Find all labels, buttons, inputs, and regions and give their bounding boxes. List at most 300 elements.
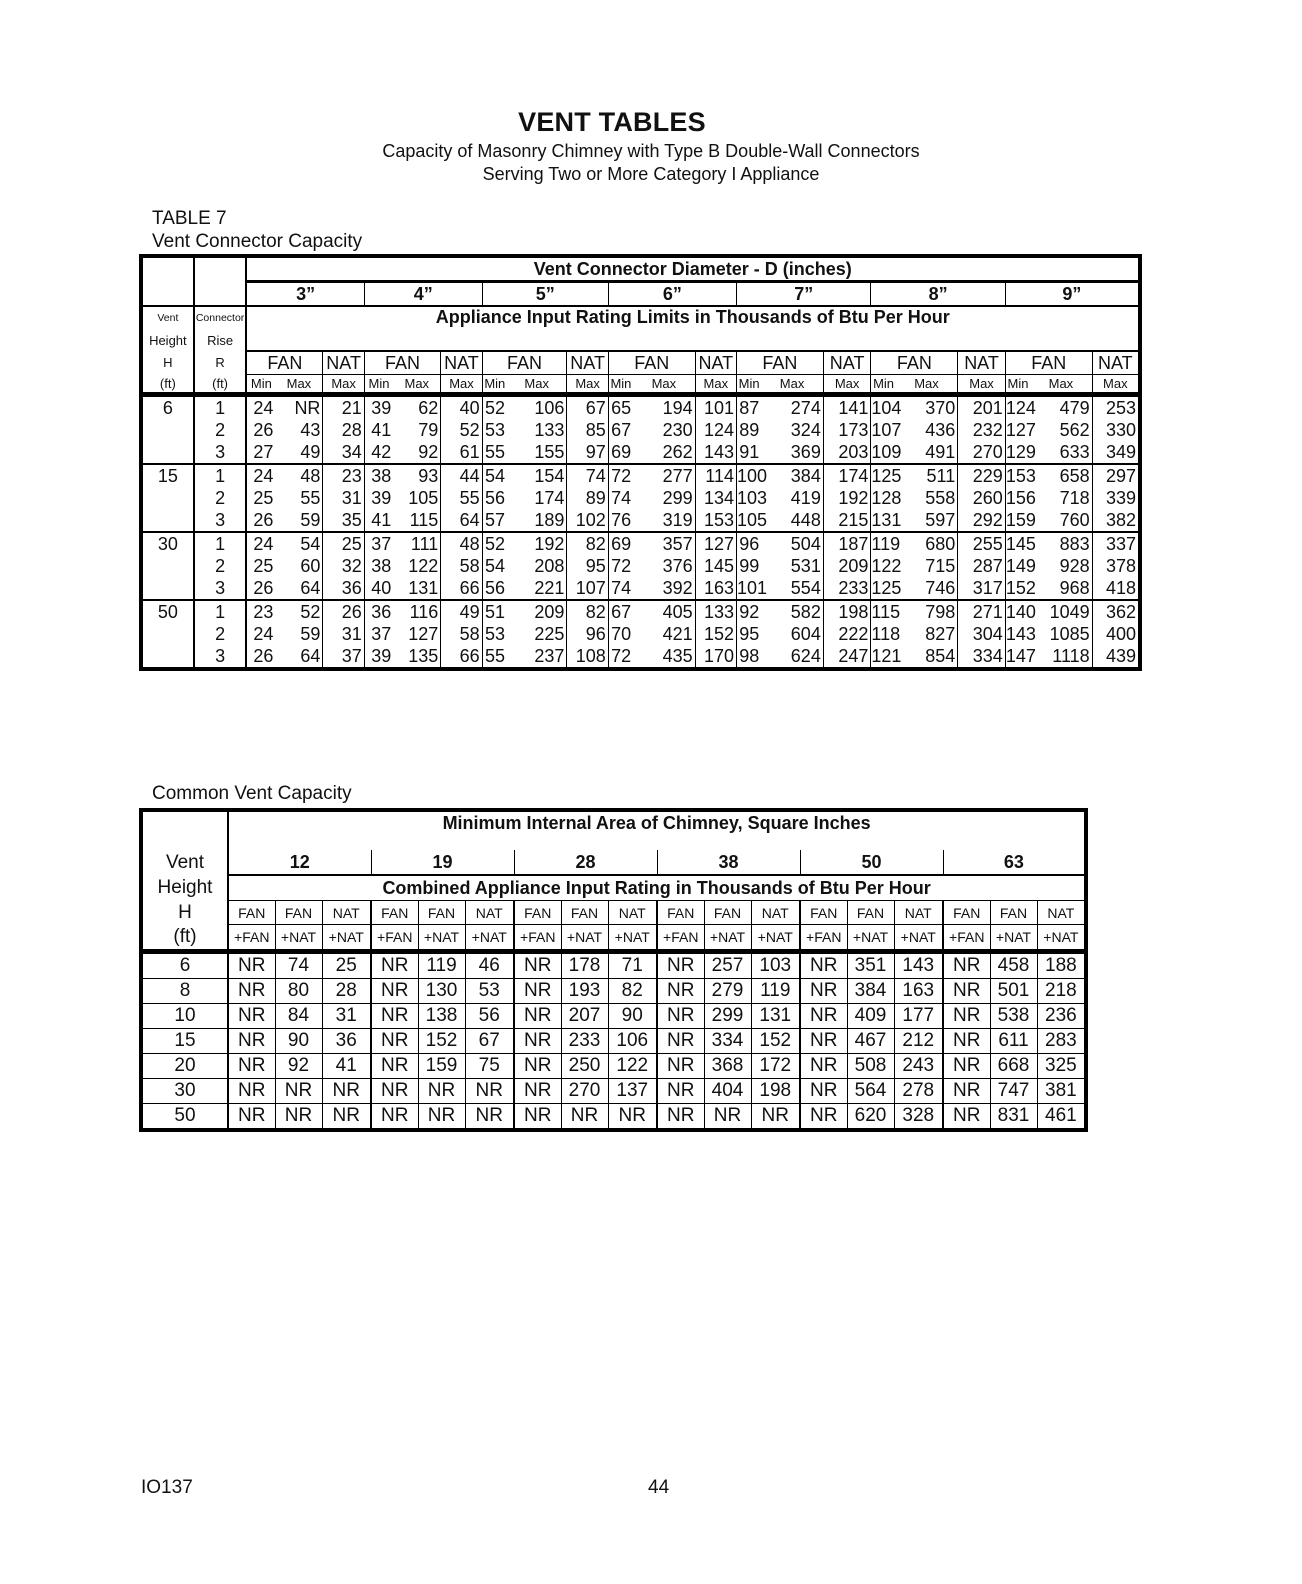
t7-value-cell: 400 [1092, 623, 1140, 645]
cv-data-row [141, 951, 1086, 978]
t7-value-cell: 140 [1005, 601, 1036, 622]
cv-value-cell: 41 [322, 1053, 371, 1078]
t7-value-cell: 127 [1005, 419, 1036, 440]
cv-height-cell: 6 [141, 951, 228, 978]
t7-value-cell: 40 [441, 395, 482, 420]
t7-data-row [141, 487, 1140, 509]
t7-value-cell: 26 [246, 509, 275, 532]
cv-area-label: 12 [289, 851, 310, 872]
t7-nat-max-label: Max [567, 375, 608, 395]
t7-value-cell: 127 [408, 623, 439, 644]
t7-value-cell: 209 [823, 555, 871, 577]
cv-value-cell: 130 [418, 978, 465, 1003]
t7-value-cell: 262 [662, 441, 693, 462]
cv-sub-top-label: NAT [465, 901, 514, 925]
t7-value-cell: 145 [695, 555, 736, 577]
t7-value-cell: 531 [790, 555, 821, 576]
common-vent-caption: Common Vent Capacity [152, 783, 352, 804]
t7-value-cell: 40 [364, 577, 393, 600]
cv-value-cell: 461 [1037, 1103, 1086, 1130]
cv-value-cell: 334 [704, 1028, 751, 1053]
cv-sub-bottom-label: +FAN [371, 925, 418, 952]
t7-value-cell: 128 [871, 487, 902, 508]
t7-min-label: Min [1005, 375, 1030, 395]
t7-value-cell: 97 [567, 441, 608, 464]
t7-nat-label: NAT [1092, 351, 1140, 375]
t7-value-cell: 55 [300, 487, 321, 508]
t7-value-cell: 26 [246, 645, 275, 669]
t7-value-cell: 145 [1005, 533, 1036, 554]
t7-diameter-label: 8” [871, 282, 1005, 307]
t7-value-cell: 189 [534, 509, 565, 530]
t7-value-cell: 116 [393, 600, 441, 623]
t7-value-cell: 439 [1092, 645, 1140, 669]
cv-value-cell: NR [800, 951, 847, 978]
cv-sub-bottom-label: +NAT [751, 925, 800, 952]
cv-sub-bottom-label: +FAN [800, 925, 847, 952]
t7-value-cell: 115 [871, 601, 901, 622]
cv-value-cell: NR [371, 1053, 418, 1078]
t7-corner [141, 256, 194, 282]
t7-value-cell: 93 [393, 464, 441, 487]
t7-value-cell: 118 [871, 623, 901, 644]
t7-min-label: Min [246, 375, 275, 395]
t7-value-cell: 48 [275, 464, 323, 487]
cv-value-cell: NR [465, 1103, 514, 1130]
t7-value-cell: 39 [364, 395, 393, 420]
t7-value-cell: 26 [246, 577, 275, 600]
cv-value-cell: 31 [322, 1003, 371, 1028]
t7-value-cell: 174 [534, 487, 565, 508]
t7-max-label: Max [1030, 375, 1092, 395]
t7-value-cell: 798 [896, 600, 958, 623]
t7-value-cell: 52 [441, 419, 482, 441]
t7-value-cell: 55 [482, 441, 507, 464]
cv-value-cell: 279 [704, 978, 751, 1003]
t7-value-cell: 104 [871, 395, 896, 420]
t7-value-cell: 324 [790, 419, 821, 440]
cv-value-cell: 82 [608, 978, 657, 1003]
cv-sub-top-label: NAT [751, 901, 800, 925]
cv-value-cell: 119 [418, 951, 465, 978]
cv-value-cell: 71 [608, 951, 657, 978]
t7-nat-label: NAT [323, 351, 364, 375]
t7-value-cell: 52 [275, 600, 323, 623]
t7-value-cell: 143 [1005, 623, 1036, 644]
cv-value-cell: 381 [1037, 1078, 1086, 1103]
cv-value-cell: NR [943, 978, 990, 1003]
t7-fan-label: FAN [482, 351, 567, 375]
t7-value-cell: 421 [662, 623, 693, 644]
t7-value-cell: 339 [1092, 487, 1140, 509]
t7-value-cell: 51 [482, 600, 507, 623]
t7-value-cell: 153 [1005, 465, 1036, 486]
t7-data-row [141, 623, 1140, 645]
t7-fan-label: FAN [871, 351, 958, 375]
cv-sub-top-label: FAN [800, 901, 847, 925]
t7-nat-max-label: Max [823, 375, 871, 395]
cv-value-cell: 283 [1037, 1028, 1086, 1053]
footer-doc-id: IO137 [141, 1477, 193, 1498]
cv-value-cell: NR [657, 1053, 704, 1078]
t7-value-cell: 968 [1059, 577, 1090, 598]
cv-value-cell: 236 [1037, 1003, 1086, 1028]
cv-data-row [141, 1078, 1086, 1103]
t7-value-cell: 95 [567, 555, 608, 577]
cv-sub-bottom-label: +FAN [228, 925, 275, 952]
cv-value-cell: 467 [847, 1028, 894, 1053]
t7-ft-label: (ft) [141, 375, 194, 395]
t7-diameter-heading: Vent Connector Diameter - D (inches) [246, 256, 1140, 282]
t7-vent-label: Vent [141, 306, 194, 329]
t7-value-cell: 221 [534, 577, 565, 598]
cv-value-cell: NR [514, 1003, 561, 1028]
t7-rise-cell: 1 [194, 395, 247, 420]
t7-value-cell: 92 [737, 600, 762, 623]
t7-value-cell: 38 [364, 555, 393, 577]
t7-value-cell: 357 [633, 532, 695, 555]
cv-area-label: 38 [657, 850, 800, 875]
cv-sub-bottom-label: +NAT [275, 925, 322, 952]
t7-value-cell: 156 [1005, 487, 1036, 508]
t7-rise-cell: 1 [194, 532, 247, 555]
cv-value-cell: NR [943, 1078, 990, 1103]
t7-value-cell: 170 [695, 645, 736, 669]
t7-value-cell: 24 [246, 623, 275, 645]
t7-diameter-label: 5” [482, 282, 608, 307]
cv-value-cell: 84 [275, 1003, 322, 1028]
t7-value-cell: 174 [823, 464, 871, 487]
cv-value-cell: 178 [561, 951, 608, 978]
cv-data-row [141, 1003, 1086, 1028]
t7-value-cell: 74 [608, 487, 633, 509]
t7-value-cell: 154 [507, 464, 567, 487]
cv-sub-bottom-label: +FAN [657, 925, 704, 952]
cv-value-cell: NR [418, 1103, 465, 1130]
t7-max-label: Max [633, 375, 695, 395]
t7-rating-heading: Appliance Input Rating Limits in Thousands of Btu Per Hour [246, 306, 1140, 351]
cv-height-label: Height [141, 875, 228, 901]
cv-value-cell: 198 [751, 1078, 800, 1103]
subtitle-line-2: Serving Two or More Category I Appliance [482, 164, 820, 184]
t7-value-cell: 98 [737, 645, 762, 669]
cv-sub-top-label: FAN [704, 901, 751, 925]
cv-sub-bottom-label: +FAN [514, 925, 561, 952]
cv-value-cell: NR [800, 1028, 847, 1053]
cv-value-cell: 501 [990, 978, 1037, 1003]
cv-value-cell: NR [418, 1078, 465, 1103]
t7-value-cell: 105 [737, 509, 762, 532]
cv-sub-bottom-label: +NAT [608, 925, 657, 952]
t7-value-cell: 115 [409, 509, 439, 530]
t7-value-cell: 198 [823, 600, 871, 623]
cv-value-cell: NR [228, 951, 275, 978]
cv-value-cell: NR [371, 1078, 418, 1103]
t7-rise-cell: 3 [215, 577, 226, 598]
t7-value-cell: 72 [608, 464, 633, 487]
cv-value-cell: 538 [990, 1003, 1037, 1028]
cv-value-cell: 508 [847, 1053, 894, 1078]
t7-header-row-3 [141, 306, 1140, 329]
t7-value-cell: 1085 [1049, 623, 1090, 644]
t7-value-cell: 72 [608, 645, 633, 669]
cv-data-row [141, 978, 1086, 1003]
cv-value-cell: 56 [465, 1003, 514, 1028]
cv-sub-top-label: FAN [228, 901, 275, 925]
cv-value-cell: 458 [990, 951, 1037, 978]
t7-value-cell: 624 [790, 645, 821, 666]
t7-value-cell: 52 [482, 532, 507, 555]
t7-value-cell: 370 [896, 395, 958, 420]
t7-value-cell: 287 [958, 555, 1006, 577]
t7-value-cell: 330 [1092, 419, 1140, 441]
t7-value-cell: 56 [482, 577, 507, 600]
cv-value-cell: 409 [847, 1003, 894, 1028]
t7-value-cell: 1118 [1052, 645, 1090, 666]
cv-value-cell: NR [228, 1078, 275, 1103]
t7-value-cell: 101 [737, 577, 762, 600]
t7-value-cell: 42 [364, 441, 393, 464]
t7-fan-label: FAN [1005, 351, 1092, 375]
t7-value-cell: 192 [507, 532, 567, 555]
cv-value-cell: 257 [704, 951, 751, 978]
t7-value-cell: 203 [823, 441, 871, 464]
t7-value-cell: 96 [567, 623, 608, 645]
t7-value-cell: 334 [958, 645, 1006, 669]
cv-value-cell: 137 [608, 1078, 657, 1103]
t7-value-cell: 418 [1092, 577, 1140, 600]
cv-data-row [141, 1103, 1086, 1130]
t7-value-cell: 54 [482, 464, 507, 487]
cv-height-cell: 50 [141, 1103, 228, 1130]
t7-value-cell: 133 [695, 600, 736, 623]
cv-value-cell: NR [657, 1003, 704, 1028]
t7-value-cell: 277 [633, 464, 695, 487]
t7-value-cell: 23 [246, 600, 275, 623]
t7-nat-label: NAT [695, 351, 736, 375]
cv-data-row [141, 1053, 1086, 1078]
cv-sub-top-label: NAT [608, 901, 657, 925]
t7-height-cell: 50 [141, 600, 194, 623]
t7-diameter-label: 6” [608, 282, 736, 307]
cv-sub-bottom-label: +NAT [322, 925, 371, 952]
t7-value-cell: 82 [567, 600, 608, 623]
t7-fan-label: FAN [246, 351, 323, 375]
cv-value-cell: NR [322, 1078, 371, 1103]
t7-value-cell: 260 [958, 487, 1006, 509]
t7-header-row-5 [141, 351, 1140, 375]
t7-value-cell: 337 [1092, 532, 1140, 555]
t7-value-cell: 419 [790, 487, 821, 508]
cv-value-cell: 143 [894, 951, 943, 978]
t7-value-cell: 122 [871, 555, 902, 576]
cv-value-cell: 620 [847, 1103, 894, 1130]
t7-nat-label: NAT [567, 351, 608, 375]
t7-h-label: H [141, 351, 194, 375]
t7-value-cell: 124 [695, 419, 736, 441]
cv-value-cell: 831 [990, 1103, 1037, 1130]
cv-value-cell: 159 [418, 1053, 465, 1078]
t7-value-cell: 27 [246, 441, 275, 464]
t7-value-cell: 827 [925, 623, 956, 644]
cv-value-cell: 74 [275, 951, 322, 978]
cv-value-cell: NR [657, 1078, 704, 1103]
t7-value-cell: 435 [662, 645, 693, 666]
t7-value-cell: 38 [364, 464, 393, 487]
t7-blank [141, 282, 194, 307]
t7-value-cell: 39 [364, 487, 393, 509]
t7-data-row [141, 555, 1140, 577]
t7-value-cell: 25 [246, 555, 275, 577]
cv-sub-bottom-label: +NAT [1037, 925, 1086, 952]
cv-value-cell: 106 [608, 1028, 657, 1053]
t7-value-cell: 108 [567, 645, 608, 669]
cv-area-heading: Minimum Internal Area of Chimney, Square Inches [442, 813, 871, 833]
t7-value-cell: 392 [662, 577, 693, 598]
t7-value-cell: 149 [1005, 555, 1036, 576]
t7-value-cell: 229 [958, 464, 1006, 487]
t7-max-label: Max [275, 375, 323, 395]
cv-value-cell: NR [751, 1103, 800, 1130]
t7-value-cell: 57 [482, 509, 507, 532]
t7-nat-max-label: Max [1092, 375, 1140, 395]
t7-value-cell: 201 [958, 395, 1006, 420]
cv-value-cell: 233 [561, 1028, 608, 1053]
t7-value-cell: 152 [695, 623, 736, 645]
t7-value-cell: 109 [871, 441, 896, 464]
t7-value-cell: 106 [507, 395, 567, 420]
t7-height-cell [141, 441, 194, 464]
cv-header-spacer [141, 842, 1086, 850]
t7-nat-max-label: Max [323, 375, 364, 395]
t7-height-cell [141, 645, 194, 669]
t7-value-cell: 60 [300, 555, 321, 576]
t7-value-cell: 67 [608, 600, 633, 623]
t7-value-cell: 54 [482, 555, 507, 577]
t7-value-cell: 715 [925, 555, 956, 576]
t7-rise-cell: 3 [215, 509, 226, 530]
t7-rise-cell: 2 [215, 623, 226, 644]
cv-rating-heading: Combined Appliance Input Rating in Thousands of Btu Per Hour [228, 875, 1086, 901]
t7-height-label: Height [141, 329, 194, 351]
t7-value-cell: 76 [608, 509, 633, 532]
t7-nat-label: NAT [441, 351, 482, 375]
cv-value-cell: 299 [704, 1003, 751, 1028]
footer-page-number: 44 [648, 1477, 670, 1498]
cv-value-cell: NR [371, 1028, 418, 1053]
table7-caption: Vent Connector Capacity [152, 231, 363, 252]
cv-value-cell: 270 [561, 1078, 608, 1103]
t7-value-cell: 21 [323, 395, 364, 420]
t7-value-cell: 192 [823, 487, 871, 509]
t7-value-cell: 54 [275, 532, 323, 555]
t7-value-cell: 107 [871, 419, 902, 440]
cv-value-cell: 119 [751, 978, 800, 1003]
t7-value-cell: 376 [662, 555, 693, 576]
t7-min-label: Min [482, 375, 507, 395]
cv-value-cell: NR [943, 951, 990, 978]
t7-data-row [141, 509, 1140, 532]
t7-data-row [141, 419, 1140, 441]
t7-value-cell: 153 [695, 509, 736, 532]
cv-value-cell: 53 [465, 978, 514, 1003]
t7-value-cell: 65 [608, 395, 633, 420]
t7-value-cell: 746 [925, 577, 956, 598]
t7-value-cell: 292 [958, 509, 1006, 532]
cv-value-cell: NR [657, 951, 704, 978]
t7-header-row-6 [141, 375, 1140, 395]
t7-value-cell: 53 [482, 623, 507, 645]
t7-min-label: Min [737, 375, 762, 395]
t7-value-cell: 85 [567, 419, 608, 441]
t7-height-cell [141, 623, 194, 645]
t7-value-cell: 79 [418, 419, 439, 440]
t7-ft-label-2: (ft) [212, 375, 229, 391]
cv-value-cell: NR [228, 1003, 275, 1028]
t7-value-cell: 152 [1005, 577, 1030, 600]
t7-value-cell: 270 [958, 441, 1006, 464]
t7-value-cell: 597 [925, 509, 956, 530]
cv-value-cell: 212 [894, 1028, 943, 1053]
t7-value-cell: 102 [567, 509, 608, 532]
cv-sub-top-label: NAT [894, 901, 943, 925]
t7-value-cell: 297 [1092, 464, 1140, 487]
t7-value-cell: 61 [441, 441, 482, 464]
t7-height-cell [141, 509, 194, 532]
t7-value-cell: 362 [1092, 600, 1140, 623]
t7-value-cell: 271 [958, 600, 1006, 623]
cv-value-cell: NR [275, 1103, 322, 1130]
cv-value-cell: 368 [704, 1053, 751, 1078]
cv-value-cell: 152 [751, 1028, 800, 1053]
t7-diameter-label: 9” [1005, 282, 1140, 307]
t7-value-cell: 28 [323, 419, 364, 441]
cv-value-cell: NR [514, 1103, 561, 1130]
t7-value-cell: 37 [323, 645, 364, 669]
t7-value-cell: 124 [1005, 395, 1030, 420]
cv-value-cell: NR [943, 1103, 990, 1130]
cv-value-cell: 103 [751, 951, 800, 978]
page-title: VENT TABLES [518, 107, 706, 137]
t7-value-cell: 125 [871, 577, 896, 600]
t7-value-cell: 718 [1059, 487, 1090, 508]
t7-value-cell: 89 [567, 487, 608, 509]
cv-value-cell: NR [608, 1103, 657, 1130]
cv-value-cell: NR [943, 1053, 990, 1078]
cv-sub-top-label: FAN [275, 901, 322, 925]
t7-value-cell: 107 [567, 577, 608, 600]
t7-value-cell: 34 [323, 441, 364, 464]
cv-height-cell: 10 [141, 1003, 228, 1028]
t7-value-cell: 87 [737, 395, 762, 420]
t7-value-cell: 64 [300, 577, 321, 598]
cv-value-cell: NR [514, 978, 561, 1003]
t7-data-row [141, 577, 1140, 600]
t7-fan-label: FAN [737, 351, 824, 375]
t7-value-cell: 82 [567, 532, 608, 555]
cv-value-cell: 172 [751, 1053, 800, 1078]
t7-value-cell: 436 [925, 419, 956, 440]
t7-value-cell: 405 [633, 600, 695, 623]
t7-value-cell: 232 [958, 419, 1006, 441]
cv-value-cell: 75 [465, 1053, 514, 1078]
t7-value-cell: 95 [737, 623, 762, 645]
cv-vent-label: Vent [141, 850, 228, 875]
t7-value-cell: 74 [608, 577, 633, 600]
t7-value-cell: 255 [958, 532, 1006, 555]
t7-value-cell: 35 [323, 509, 364, 532]
t7-value-cell: 378 [1092, 555, 1140, 577]
